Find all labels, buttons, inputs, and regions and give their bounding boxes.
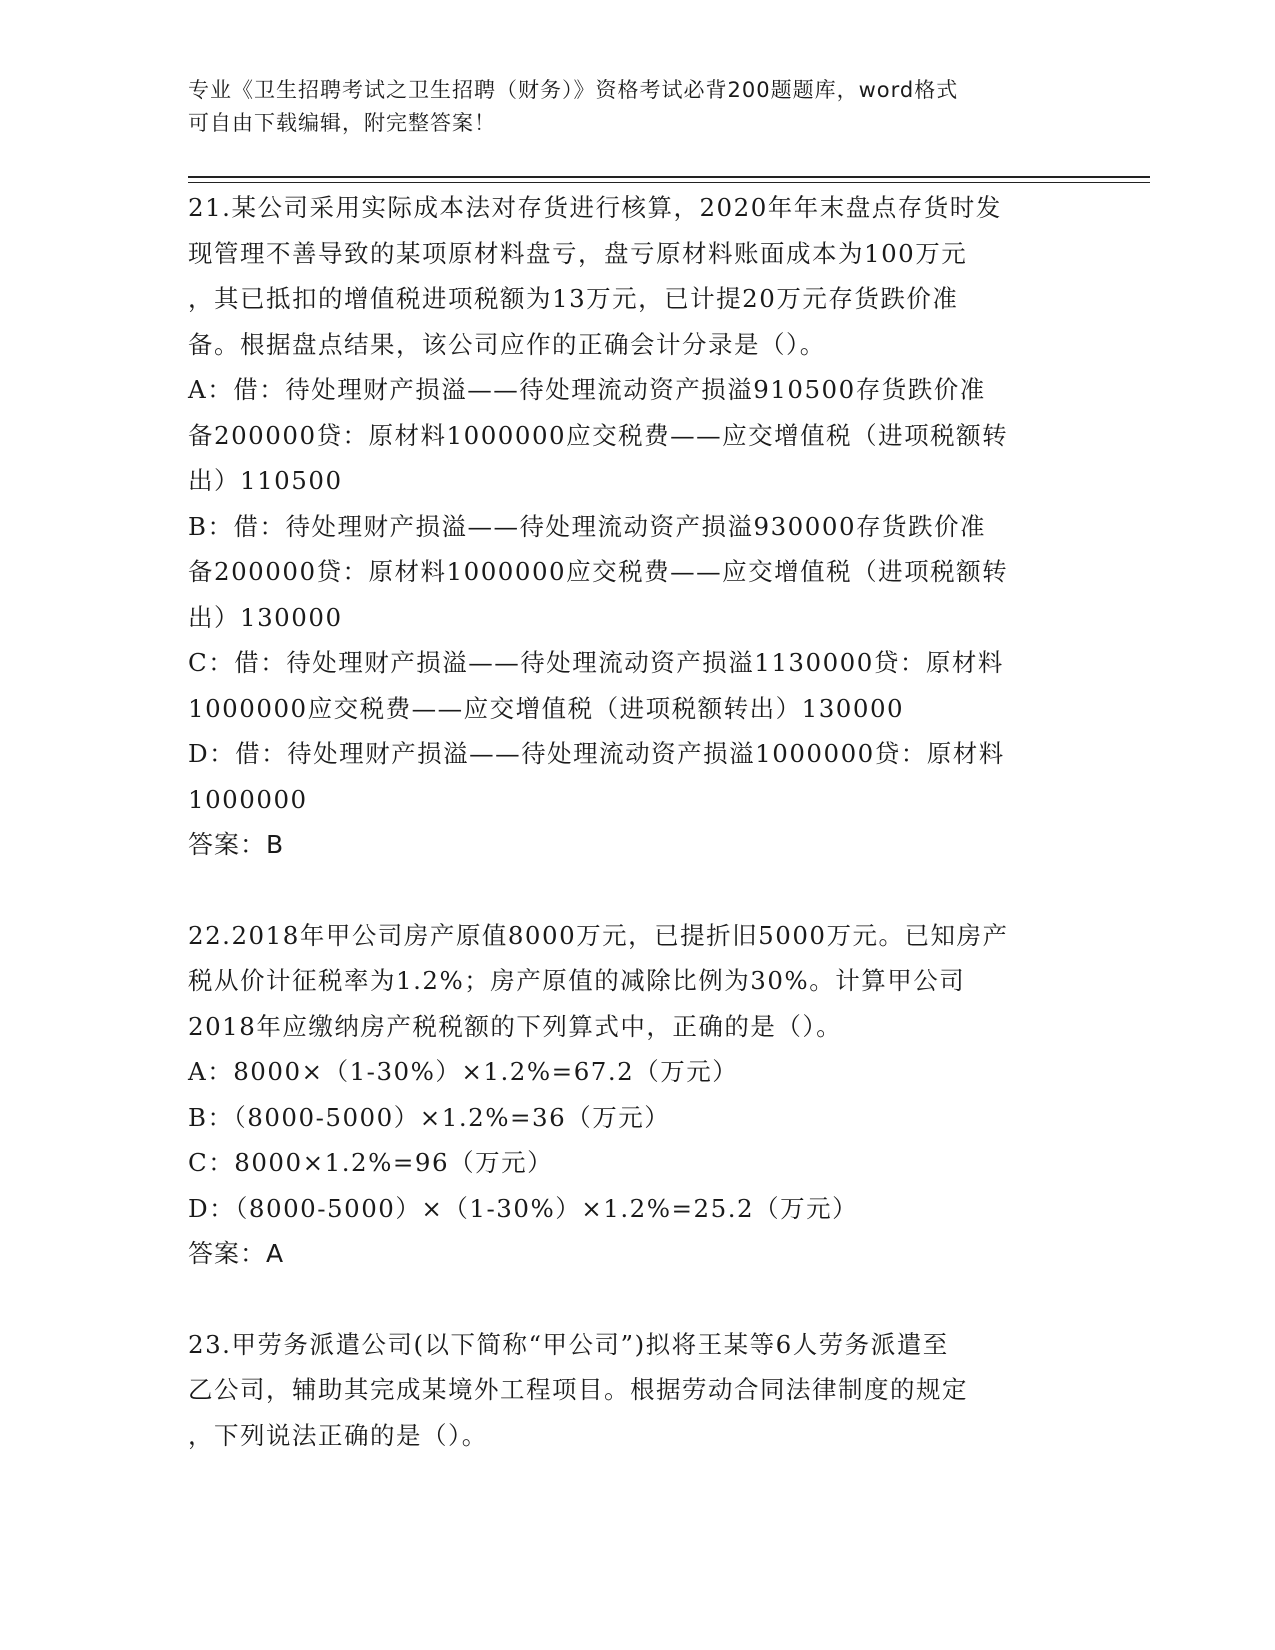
question-list — [188, 185, 1088, 1458]
question-stem-line: 现管理不善导致的某项原材料盘亏，盘亏原材料账面成本为100万元 — [188, 238, 968, 268]
question-23 — [188, 1322, 1088, 1459]
header-line-2: 可自由下载编辑，附完整答案！ — [188, 111, 496, 135]
option-line: 1000000 — [188, 784, 308, 814]
option-line: B：（8000-5000）×1.2%=36（万元） — [188, 1102, 671, 1132]
option-line: 备200000贷：原材料1000000应交税费——应交增值税（进项税额转 — [188, 557, 1009, 586]
question-stem-line: 22.2018年甲公司房产原值8000万元，已提折旧5000万元。已知房产 — [188, 920, 1009, 950]
question-stem-line: 备。根据盘点结果，该公司应作的正确会计分录是（）。 — [188, 329, 826, 359]
question-stem-line: 21.某公司采用实际成本法对存货进行核算，2020年年末盘点存货时发 — [188, 193, 1002, 222]
option-line: 备200000贷：原材料1000000应交税费——应交增值税（进项税额转 — [188, 420, 1009, 450]
option-line: A：借：待处理财产损溢——待处理流动资产损溢910500存货跌价准 — [188, 375, 986, 404]
option-line: D：（8000-5000）×（1-30%）×1.2%=25.2（万元） — [188, 1193, 859, 1223]
spacer — [188, 868, 1088, 913]
question-stem-line: ，其已抵扣的增值税进项税额为13万元，已计提20万元存货跌价准 — [188, 284, 959, 313]
question-21 — [188, 185, 1088, 868]
question-stem-line: 23.甲劳务派遣公司(以下简称“甲公司”)拟将王某等6人劳务派遣至 — [188, 1329, 949, 1359]
question-stem-line: 税从价计征税率为1.2%；房产原值的减除比例为30%。计算甲公司 — [188, 966, 966, 995]
question-stem-line: ，下列说法正确的是（）。 — [188, 1420, 488, 1450]
document-header — [188, 74, 1068, 140]
option-line: D：借：待处理财产损溢——待处理流动资产损溢1000000贷：原材料 — [188, 739, 1005, 768]
question-stem-line: 乙公司，辅助其完成某境外工程项目。根据劳动合同法律制度的规定 — [188, 1375, 968, 1404]
option-line: B：借：待处理财产损溢——待处理流动资产损溢930000存货跌价准 — [188, 511, 987, 541]
header-divider-thick — [188, 176, 1150, 178]
header-line-1: 专业《卫生招聘考试之卫生招聘（财务）》资格考试必背200题题库，word格式 — [188, 78, 959, 102]
question-stem-line: 2018年应缴纳房产税税额的下列算式中，正确的是（）。 — [188, 1011, 843, 1041]
option-line: 出）130000 — [188, 602, 343, 632]
header-divider-thin — [188, 182, 1150, 183]
option-line: C：8000×1.2%=96（万元） — [188, 1148, 554, 1177]
option-line: A：8000×（1-30%）×1.2%=67.2（万元） — [188, 1057, 739, 1086]
option-line: C：借：待处理财产损溢——待处理流动资产损溢1130000贷：原材料 — [188, 648, 1004, 677]
answer-text: 答案：A — [188, 1239, 285, 1268]
answer-text: 答案：B — [188, 830, 285, 859]
option-line: 1000000应交税费——应交增值税（进项税额转出）130000 — [188, 693, 905, 723]
question-22 — [188, 913, 1088, 1277]
spacer — [188, 1277, 1088, 1322]
option-line: 出）110500 — [188, 466, 343, 495]
